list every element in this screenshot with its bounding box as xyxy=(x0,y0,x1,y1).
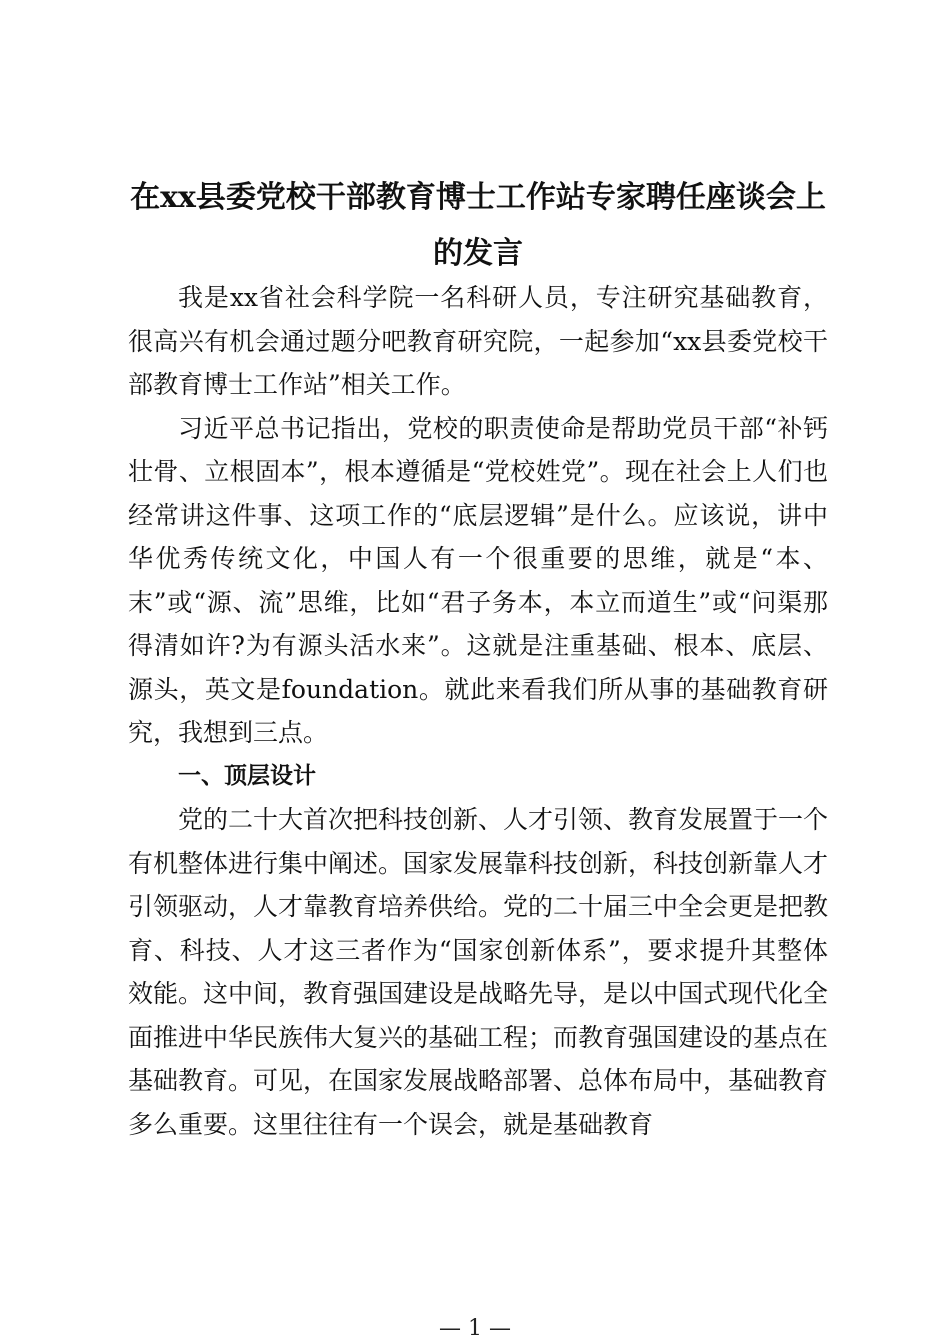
page-number: — 1 — xyxy=(439,1316,511,1341)
document-body xyxy=(128,276,828,1146)
paragraph-section-one: 党的二十大首次把科技创新、人才引领、教育发展置于一个有机整体进行集中阐述。国家发展靠科技创新，科技创新靠人才引领驱动，人才靠教育培养供给。党的二十届三中全会更是把教育、科技、人才这三者作为“国家创新体系”，要求提升其整体效能。这中间，教育强国建设是战略先导，是以中国式现代化全面推进中华民族伟大复兴的基础工程；而教育强国建设的基点在基础教育。可见，在国家发展战略部署、总体布局中，基础教育多么重要。这里往往有一个误会，就是基础教育 xyxy=(128,805,829,1139)
document-title: 在xx县委党校干部教育博士工作站专家聘任座谈会上的发言 xyxy=(130,180,826,271)
section-heading: 一、顶层设计 xyxy=(178,762,316,789)
paragraph-intro: 我是xx省社会科学院一名科研人员，专注研究基础教育，很高兴有机会通过题分吧教育研究院，一起参加“xx县委党校干部教育博士工作站”相关工作。 xyxy=(128,283,828,399)
paragraph-foundation: 习近平总书记指出，党校的职责使命是帮助党员干部“补钙壮骨、立根固本”，根本遵循是“党校姓党”。现在社会上人们也经常讲这件事、这项工作的“底层逻辑”是什么。应该说，讲中华优秀传统文化，中国人有一个很重要的思维，就是“本、末”或“源、流”思维，比如“君子务本，本立而道生”或“问渠那得清如许?为有源头活水来”。这就是注重基础、根本、底层、源头，英文是foundation。就此来看我们所从事的基础教育研究，我想到三点。 xyxy=(128,413,828,747)
